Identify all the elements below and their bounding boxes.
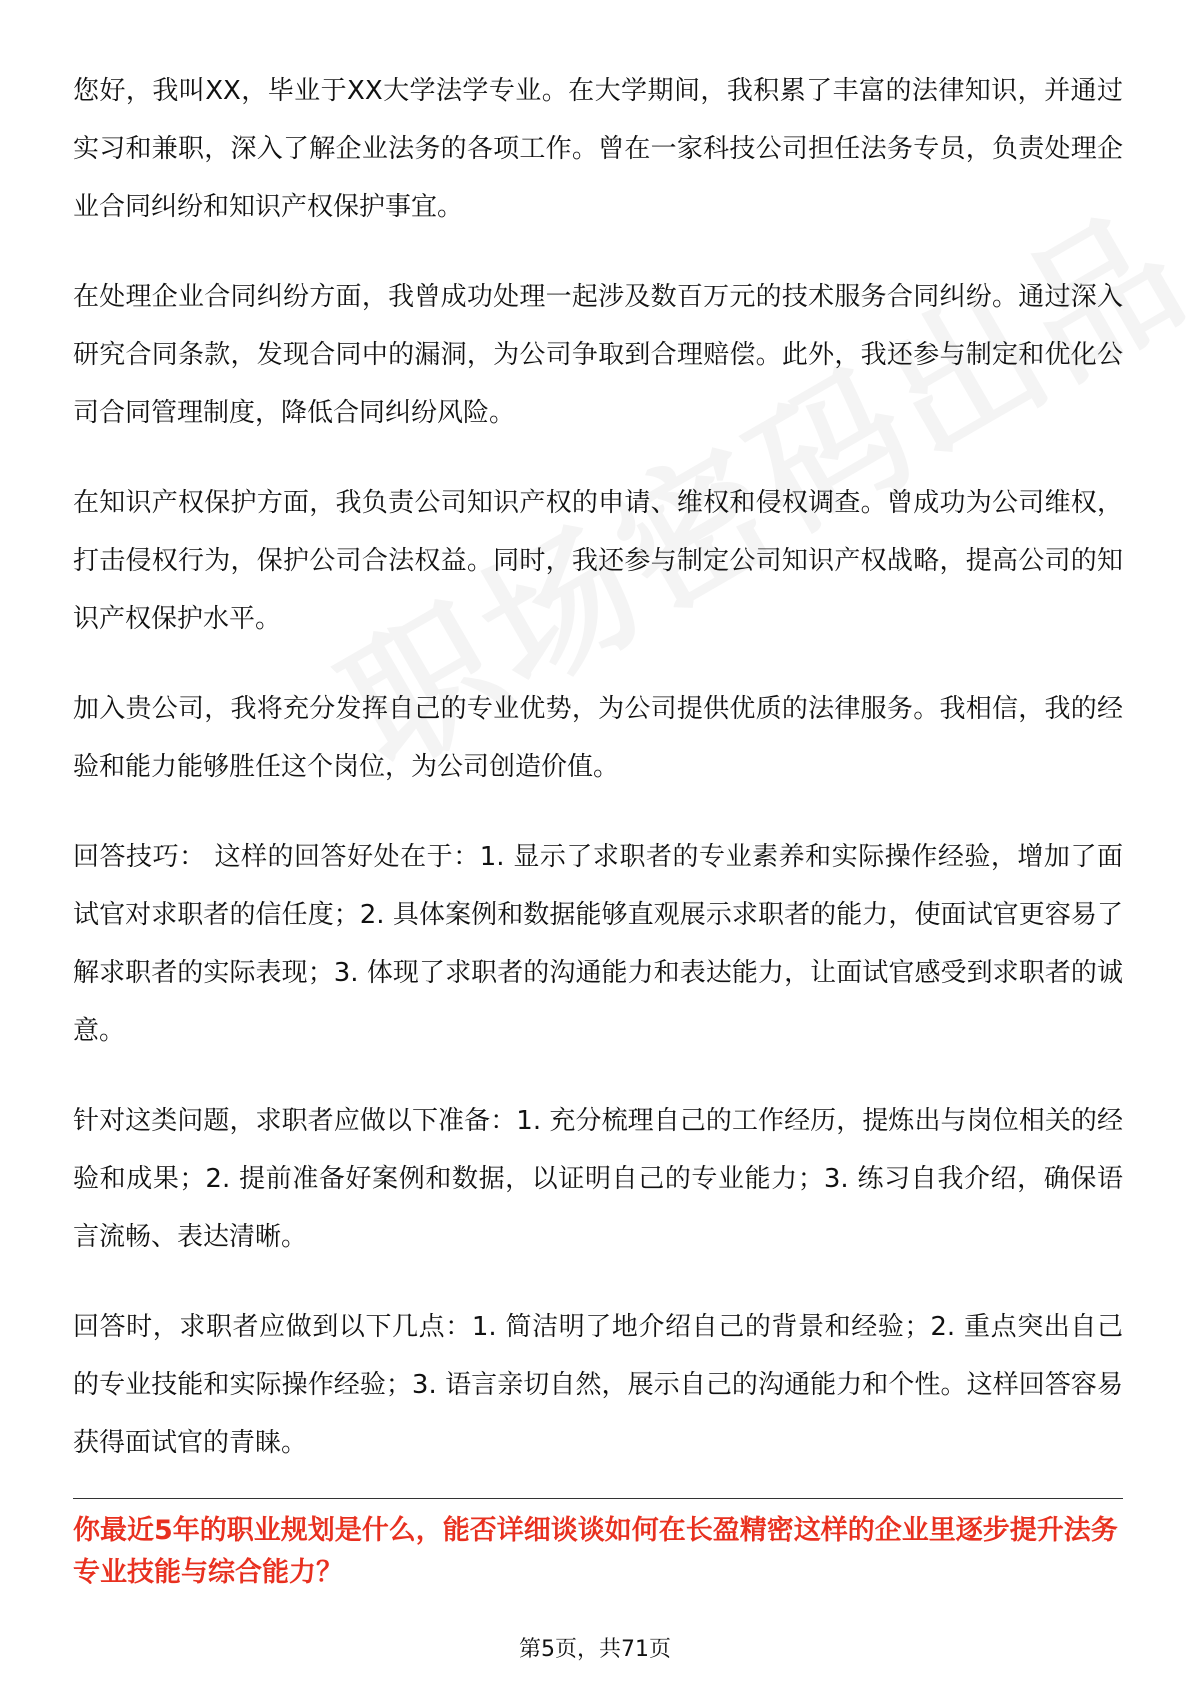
paragraph-contract-disputes: 在处理企业合同纠纷方面，我曾成功处理一起涉及数百万元的技术服务合同纠纷。通过深入研究合同条款，发现合同中的漏洞，为公司争取到合理赔偿。此外，我还参与制定和优化公司合同管理制度，降低合同纠纷风险。 [73,282,1123,428]
answer-body [73,62,1123,1504]
next-question-heading: 你最近5年的职业规划是什么，能否详细谈谈如何在长盈精密这样的企业里逐步提升法务专业技能与综合能力？ [73,1515,1118,1588]
section-divider [73,1498,1123,1499]
paragraph-ip-protection: 在知识产权保护方面，我负责公司知识产权的申请、维权和侵权调查。曾成功为公司维权，打击侵权行为，保护公司合法权益。同时，我还参与制定公司知识产权战略，提高公司的知识产权保护水平。 [73,488,1123,634]
paragraph-closing: 加入贵公司，我将充分发挥自己的专业优势，为公司提供优质的法律服务。我相信，我的经验和能力能够胜任这个岗位，为公司创造价值。 [73,694,1123,782]
paragraph-answer-tips: 回答技巧： 这样的回答好处在于：1. 显示了求职者的专业素养和实际操作经验，增加了面试官对求职者的信任度；2. 具体案例和数据能够直观展示求职者的能力，使面试官更容易了解求职者的实际表现；3. 体现了求职者的沟通能力和表达能力，让面试官感受到求职者的诚意。 [73,842,1123,1046]
paragraph-intro: 您好，我叫XX，毕业于XX大学法学专业。在大学期间，我积累了丰富的法律知识，并通过实习和兼职，深入了解企业法务的各项工作。曾在一家科技公司担任法务专员，负责处理企业合同纠纷和知识产权保护事宜。 [73,76,1123,222]
paragraph-preparation: 针对这类问题，求职者应做以下准备：1. 充分梳理自己的工作经历，提炼出与岗位相关的经验和成果；2. 提前准备好案例和数据，以证明自己的专业能力；3. 练习自我介绍，确保语言流畅、表达清晰。 [73,1106,1123,1252]
page-footer: 第5页，共71页 [519,1637,671,1662]
paragraph-answer-points: 回答时，求职者应做到以下几点：1. 简洁明了地介绍自己的背景和经验；2. 重点突出自己的专业技能和实际操作经验；3. 语言亲切自然，展示自己的沟通能力和个性。这样回答容易获得面试官的青睐。 [73,1312,1123,1458]
